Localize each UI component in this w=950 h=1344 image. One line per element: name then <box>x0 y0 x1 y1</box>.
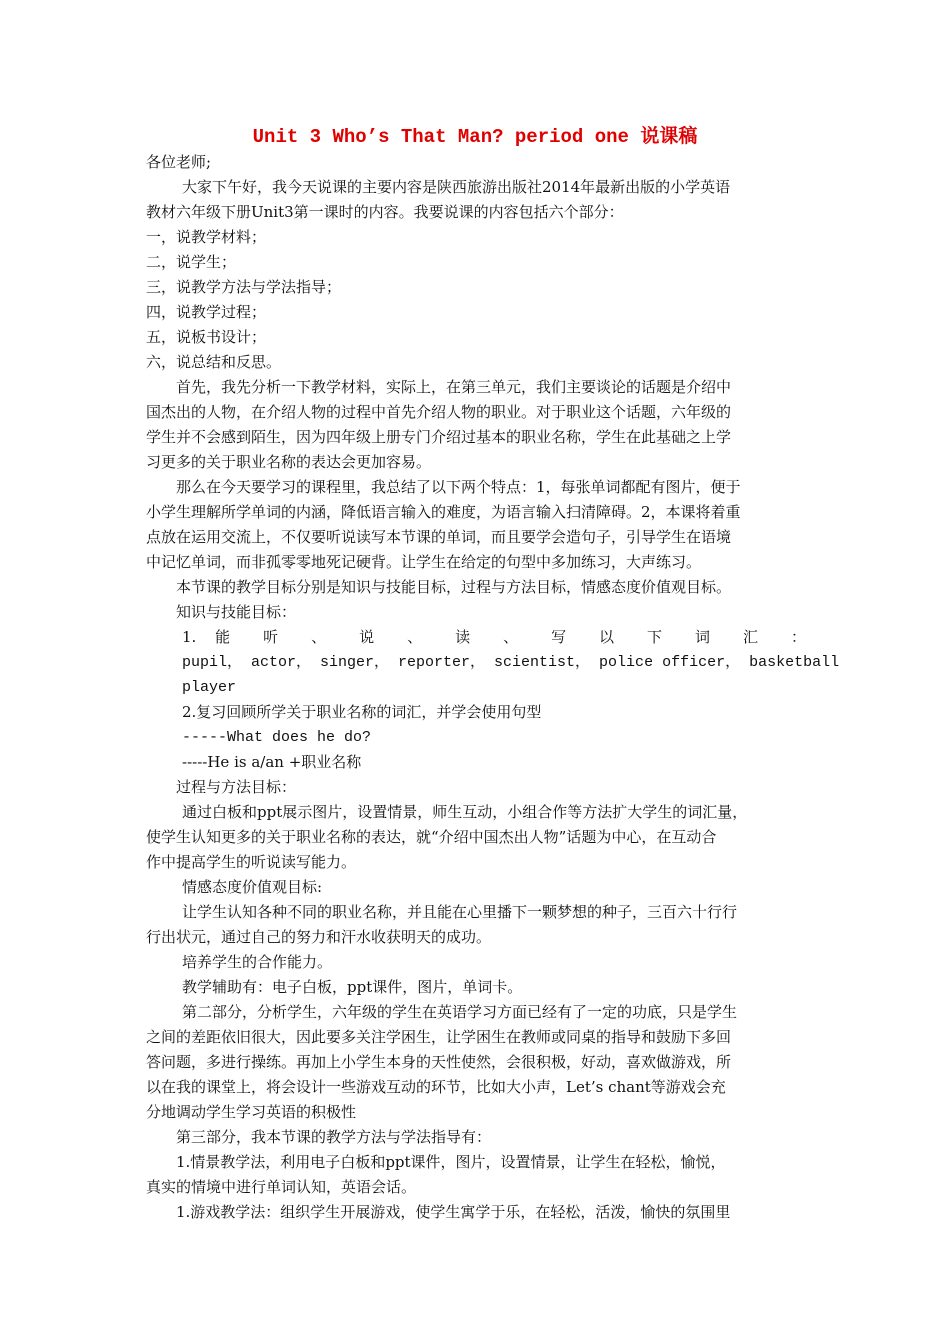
paragraph-line: 行出状元，通过自己的努力和汗水收获明天的成功。 <box>146 928 492 946</box>
outline-item: 一，说教学材料； <box>146 228 267 246</box>
paragraph-line: 点放在运用交流上，不仅要听说读写本节课的单词，而且要学会造句子，引导学生在语境 <box>146 528 732 546</box>
paragraph-line: 1.情景教学法，利用电子白板和ppt课件，图片，设置情景，让学生在轻松，愉悦， <box>176 1153 726 1171</box>
paragraph-line: 分地调动学生学习英语的积极性 <box>146 1103 357 1121</box>
sentence-pattern: -----What does he do? <box>182 729 372 746</box>
document-title: Unit 3 Who’s That Man? period one 说课稿 <box>252 126 698 148</box>
paragraph-line: 第三部分，我本节课的教学方法与学法指导有： <box>176 1128 492 1146</box>
paragraph-line: 让学生认知各种不同的职业名称，并且能在心里播下一颗梦想的种子，三百六十行行 <box>182 903 738 921</box>
outline-item: 三，说教学方法与学法指导； <box>146 278 342 296</box>
section-heading: 知识与技能目标： <box>176 603 297 621</box>
paragraph-line: 真实的情境中进行单词认知，英语会话。 <box>146 1178 417 1196</box>
section-heading: 过程与方法目标： <box>176 778 297 796</box>
paragraph-line: 之间的差距依旧很大，因此要多关注学困生，让学困生在教师或同桌的指导和鼓励下多回 <box>146 1028 732 1046</box>
outline-item: 五，说板书设计； <box>146 328 267 346</box>
paragraph-line: 大家下午好，我今天说课的主要内容是陕西旅游出版社2014年最新出版的小学英语 <box>182 178 731 196</box>
vocabulary-list: pupil， actor， singer， reporter， scientist， police officer， basketball <box>182 654 840 671</box>
paragraph-line: 中记忆单词，而非孤零零地死记硬背。让学生在给定的句型中多加练习，大声练习。 <box>146 553 702 571</box>
objective-item: 1. 能 听 、 说 、 读 、 写 以 下 词 汇 ： <box>182 628 806 646</box>
paragraph-line: 第二部分，分析学生，六年级的学生在英语学习方面已经有了一定的功底，只是学生 <box>182 1003 738 1021</box>
paragraph-line: 答问题，多进行操练。再加上小学生本身的天性使然，会很积极，好动，喜欢做游戏，所 <box>146 1053 732 1071</box>
vocabulary-list: player <box>182 679 237 696</box>
paragraph-line: 学生并不会感到陌生，因为四年级上册专门介绍过基本的职业名称，学生在此基础之上学 <box>146 428 732 446</box>
paragraph-line: 使学生认知更多的关于职业名称的表达，就“介绍中国杰出人物”话题为中心，在互动合 <box>146 828 717 846</box>
outline-item: 二，说学生； <box>146 253 237 271</box>
paragraph-line: 那么在今天要学习的课程里，我总结了以下两个特点：1，每张单词都配有图片，便于 <box>176 478 741 496</box>
paragraph-line: 教学辅助有：电子白板，ppt课件，图片，单词卡。 <box>182 978 523 996</box>
salutation: 各位老师; <box>146 153 212 171</box>
paragraph-line: 国杰出的人物，在介绍人物的过程中首先介绍人物的职业。对于职业这个话题，六年级的 <box>146 403 732 421</box>
document-body <box>146 150 840 1225</box>
section-heading: 情感态度价值观目标: <box>182 878 323 896</box>
paragraph-line: 通过白板和ppt展示图片，设置情景，师生互动，小组合作等方法扩大学生的词汇量， <box>182 803 748 821</box>
sentence-pattern: -----He is a/an +职业名称 <box>182 753 362 771</box>
outline-item: 六，说总结和反思。 <box>146 353 282 371</box>
objective-item: 2.复习回顾所学关于职业名称的词汇，并学会使用句型 <box>182 703 542 721</box>
paragraph-line: 小学生理解所学单词的内涵，降低语言输入的难度，为语言输入扫清障碍。2，本课将着重 <box>146 503 741 521</box>
paragraph-line: 教材六年级下册Unit3第一课时的内容。我要说课的内容包括六个部分： <box>146 203 624 221</box>
paragraph-line: 本节课的教学目标分别是知识与技能目标，过程与方法目标，情感态度价值观目标。 <box>176 578 732 596</box>
paragraph-line: 以在我的课堂上，将会设计一些游戏互动的环节，比如大小声，Let’s chant等游戏会充 <box>146 1078 726 1096</box>
paragraph-line: 首先，我先分析一下教学材料，实际上，在第三单元，我们主要谈论的话题是介绍中 <box>176 378 732 396</box>
paragraph-line: 1.游戏教学法：组织学生开展游戏，使学生寓学于乐，在轻松，活泼，愉快的氛围里 <box>176 1203 731 1221</box>
paragraph-line: 作中提高学生的听说读写能力。 <box>146 853 357 871</box>
outline-item: 四，说教学过程； <box>146 303 267 321</box>
paragraph-line: 习更多的关于职业名称的表达会更加容易。 <box>146 453 432 471</box>
paragraph-line: 培养学生的合作能力。 <box>182 953 333 971</box>
